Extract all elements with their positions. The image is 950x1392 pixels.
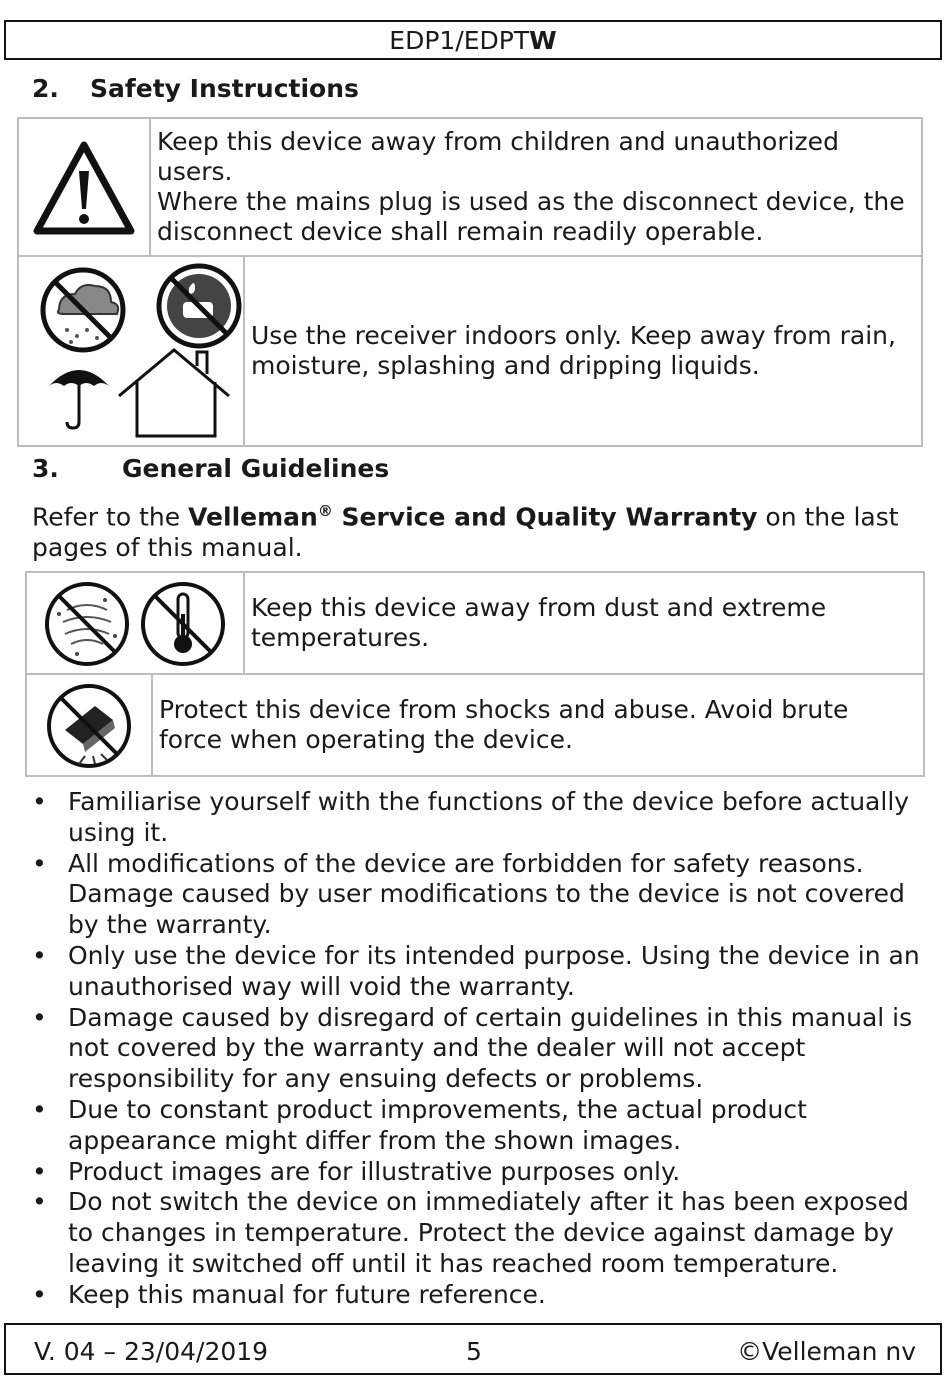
safety-text-cell-2: [244, 256, 922, 446]
guidelines-text-cell-2: [152, 674, 924, 776]
section-2-title: 2. Safety Instructions: [32, 74, 359, 103]
no-extreme-temperature-icon: [143, 584, 223, 664]
list-item: • Damage caused by disregard of certain guidelines in this manual is not covered by the warranty and the dealer will not accept responsibility for any ensuing defects or problems.: [32, 1003, 922, 1095]
list-item: • Do not switch the device on immediately after it has been exposed to changes in temperature. Protect the device against damage by leaving it switched off until it has reached room temperature.: [32, 1187, 922, 1279]
safety-table-row-2: [17, 255, 923, 447]
guidelines-table-row-1: [25, 571, 925, 675]
footer-copyright: ©Velleman nv: [737, 1337, 916, 1366]
page-footer: [4, 1323, 942, 1375]
safety-text-cell-1: [150, 118, 922, 256]
house-icon: [119, 350, 229, 436]
warning-icon-cell: [18, 118, 150, 256]
list-item: • Familiarise yourself with the functions of the device before actually using it.: [32, 787, 922, 849]
list-item: • Only use the device for its intended purpose. Using the device in an unauthorised way will void the warranty.: [32, 941, 922, 1003]
safety-table-row-1: [17, 117, 923, 257]
guidelines-text-cell-1: [244, 572, 924, 674]
indoor-icons-cell: [18, 256, 244, 446]
no-dust-icon: [47, 584, 127, 664]
shock-icon-cell: [26, 674, 152, 776]
warranty-intro: Refer to the Velleman® Service and Quality Warranty on the last pages of this manual.: [32, 502, 899, 563]
list-item: • Product images are for illustrative purposes only.: [32, 1157, 922, 1188]
safety-text-mains-plug: Where the mains plug is used as the disconnect device, the disconnect device shall remain readily operable.: [157, 187, 905, 246]
dust-temp-icons-cell: [26, 572, 244, 674]
list-item: • Due to constant product improvements, the actual product appearance might differ from the shown images.: [32, 1095, 922, 1157]
dust-temp-icons-group: [27, 574, 243, 672]
guidelines-text-dust: Keep this device away from dust and extreme temperatures.: [251, 593, 827, 652]
warning-triangle-icon: [19, 119, 149, 255]
list-item: • All modifications of the device are forbidden for safety reasons. Damage caused by user modifications to the device is not covered by the warranty.: [32, 849, 922, 941]
guidelines-text-shocks: Protect this device from shocks and abuse. Avoid brute force when operating the device.: [159, 695, 849, 754]
no-rain-icon: [43, 270, 123, 350]
guidelines-table-row-2: [25, 673, 925, 777]
safety-text-children: Keep this device away from children and unauthorized users.: [157, 127, 839, 186]
model-name: EDP1/EDPTW: [389, 25, 557, 55]
guidelines-bullet-list: [32, 787, 922, 1311]
no-shock-icon: [27, 676, 151, 774]
footer-version: V. 04 – 23/04/2019: [34, 1337, 269, 1366]
page-header: [4, 20, 942, 60]
no-water-plug-icon: [159, 266, 239, 346]
list-item: • Keep this manual for future reference.: [32, 1280, 922, 1311]
umbrella-icon: [49, 370, 109, 428]
indoor-icons-group: [19, 258, 243, 444]
section-3-title: 3. General Guidelines: [32, 454, 390, 483]
footer-page-number: 5: [466, 1337, 482, 1366]
safety-text-indoors: Use the receiver indoors only. Keep away from rain, moisture, splashing and dripping liquids.: [251, 321, 896, 380]
